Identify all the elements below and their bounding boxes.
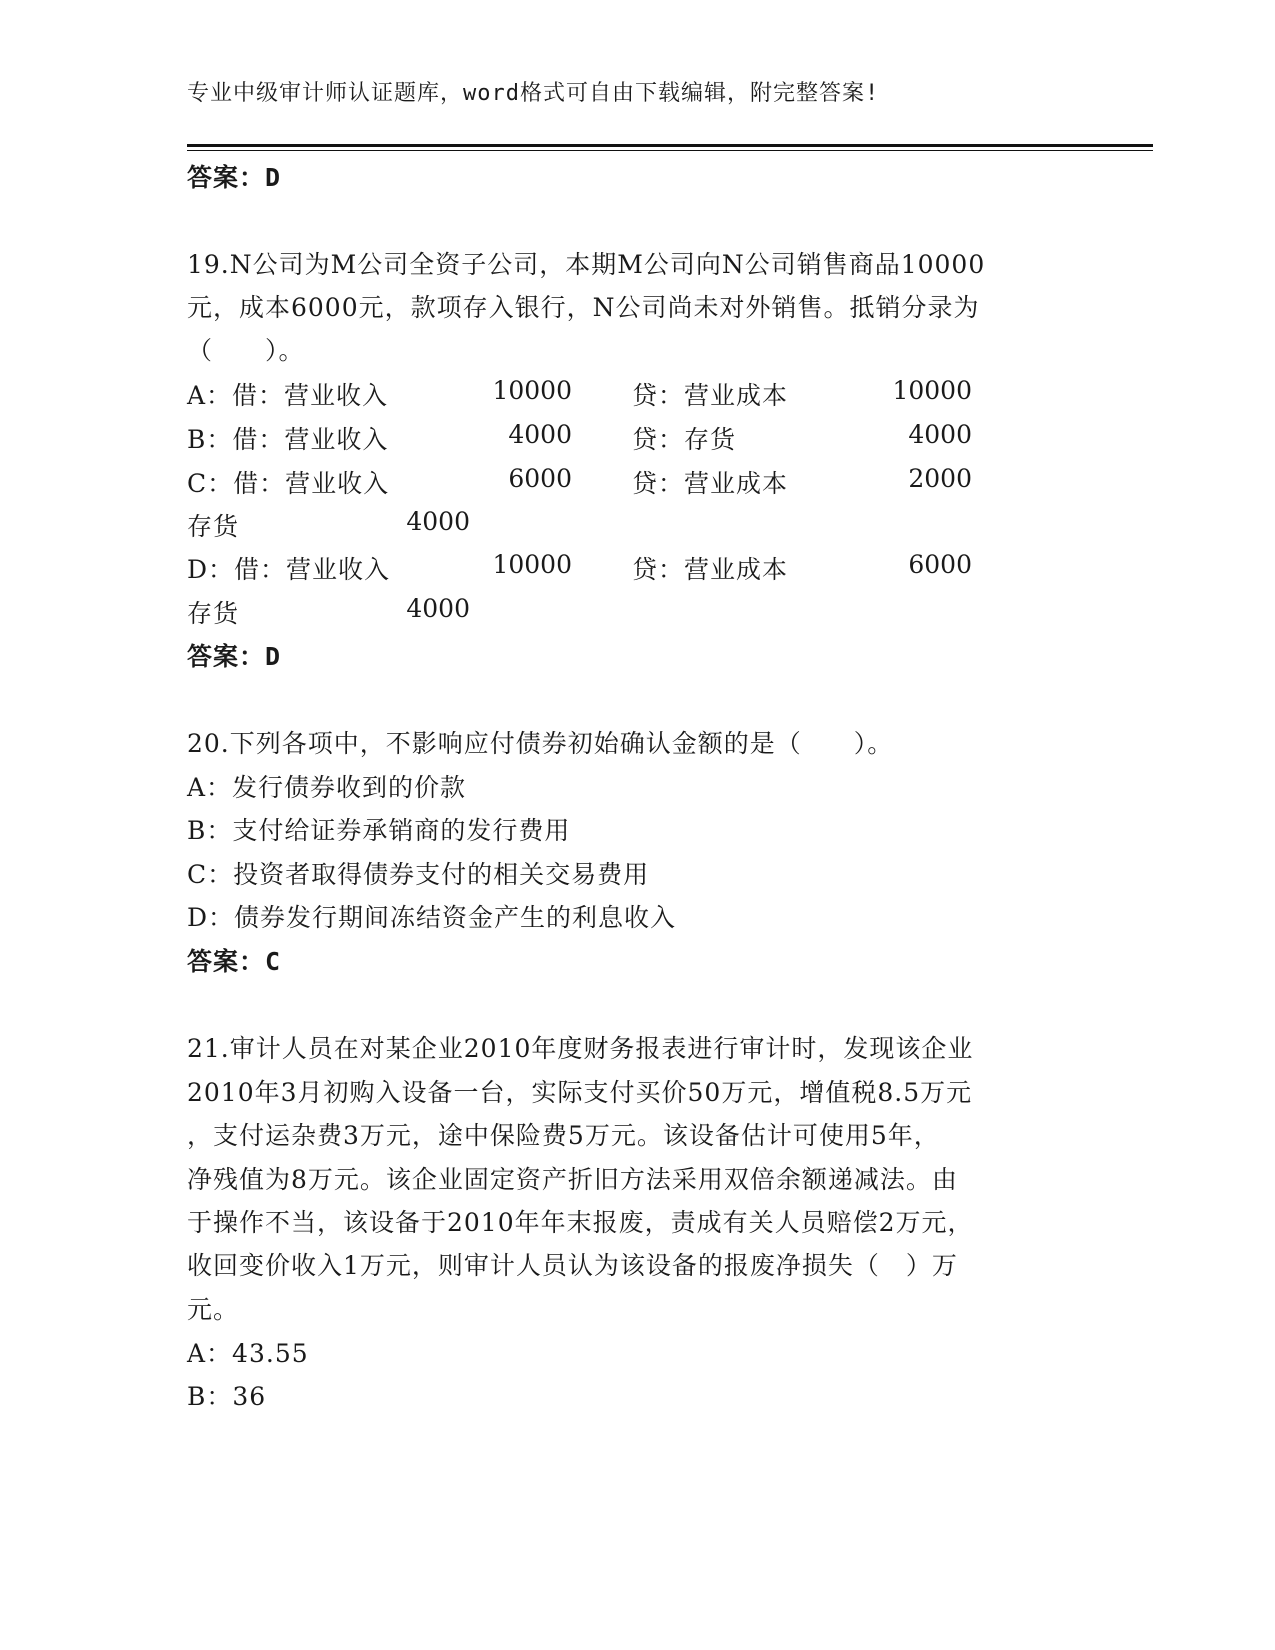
page-header: 专业中级审计师认证题库，word格式可自由下载编辑，附完整答案!	[187, 81, 880, 106]
q20-option-b: B：支付给证券承销商的发行费用	[187, 816, 571, 845]
answer-label: 答案：D	[187, 642, 282, 671]
question-21-line-4: 净残值为8万元。该企业固定资产折旧方法采用双倍余额递减法。由	[187, 1165, 958, 1194]
q19-option-b-credit: 贷：存货	[632, 425, 737, 454]
answer-label: 答案：C	[187, 947, 282, 976]
q19-option-c-debit-amount: 6000	[508, 464, 572, 493]
question-21-line-5: 于操作不当，该设备于2010年年末报废，责成有关人员赔偿2万元，	[187, 1208, 974, 1237]
q19-option-a-credit: 贷：营业成本	[632, 381, 789, 410]
question-21-line-2: 2010年3月初购入设备一台，实际支付买价50万元，增值税8.5万元	[187, 1078, 973, 1107]
question-20-stem: 20.下列各项中，不影响应付债券初始确认金额的是（ ）。	[187, 729, 894, 758]
q19-option-c-credit-amount: 2000	[908, 464, 972, 493]
q19-option-d-credit: 贷：营业成本	[632, 555, 789, 584]
question-19-line-1: 19.N公司为M公司全资子公司，本期M公司向N公司销售商品10000	[187, 250, 986, 279]
q19-option-d-extra-label: 存货	[187, 599, 240, 628]
q19-option-d-credit-amount: 6000	[908, 550, 972, 579]
q19-option-b-credit-amount: 4000	[908, 420, 972, 449]
question-21-line-6: 收回变价收入1万元，则审计人员认为该设备的报废净损失（ ）万	[187, 1251, 958, 1280]
q19-option-a-debit: A：借：营业收入	[187, 381, 389, 410]
q20-option-a: A：发行债券收到的价款	[187, 773, 467, 802]
question-21-line-3: ，支付运杂费3万元，途中保险费5万元。该设备估计可使用5年，	[187, 1121, 940, 1150]
q20-option-d: D：债券发行期间冻结资金产生的利息收入	[187, 903, 677, 932]
q19-option-d-extra-amount: 4000	[406, 594, 470, 623]
header-rule-thin	[187, 150, 1153, 151]
q19-option-c-extra-amount: 4000	[406, 507, 470, 536]
q19-option-a-credit-amount: 10000	[892, 376, 972, 405]
q20-option-c: C：投资者取得债券支付的相关交易费用	[187, 860, 650, 889]
answer-label: 答案：D	[187, 163, 282, 192]
question-19-line-3: （ ）。	[187, 336, 305, 365]
q21-option-b: B：36	[187, 1382, 267, 1411]
question-21-line-1: 21.审计人员在对某企业2010年度财务报表进行审计时，发现该企业	[187, 1034, 974, 1063]
q19-option-a-debit-amount: 10000	[492, 376, 572, 405]
q19-option-b-debit: B：借：营业收入	[187, 425, 389, 454]
q19-option-b-debit-amount: 4000	[508, 420, 572, 449]
q19-option-c-extra-label: 存货	[187, 512, 240, 541]
question-19-line-2: 元，成本6000元，款项存入银行，N公司尚未对外销售。抵销分录为	[187, 293, 980, 322]
q19-option-d-debit-amount: 10000	[492, 550, 572, 579]
q21-option-a: A：43.55	[187, 1339, 309, 1368]
header-rule-thick	[187, 144, 1153, 147]
question-21-line-7: 元。	[187, 1295, 240, 1324]
q19-option-c-credit: 贷：营业成本	[632, 469, 789, 498]
q19-option-c-debit: C：借：营业收入	[187, 469, 390, 498]
q19-option-d-debit: D：借：营业收入	[187, 555, 391, 584]
